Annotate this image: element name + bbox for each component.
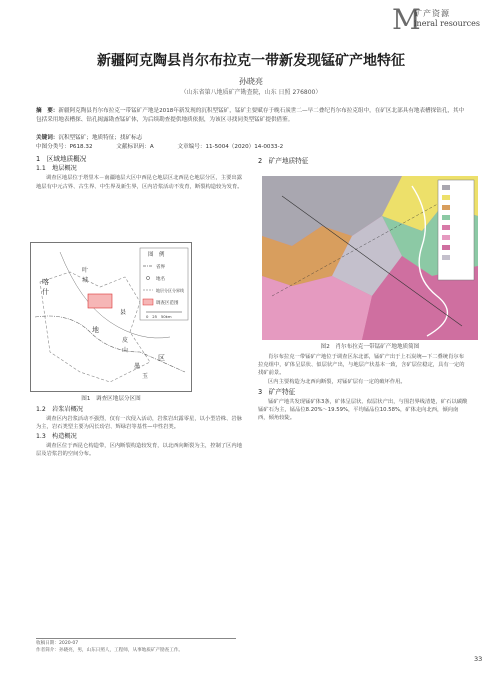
figure-2-caption: 图2 肖尔布拉克一带锰矿产地地质简图 (320, 344, 420, 350)
map-label-shan: 山 (122, 347, 129, 354)
scale-bar: 0 25 50km (146, 314, 172, 319)
author-bio: 作者简介：孙晓亮，男，山东日照人，工程师，从事地质矿产勘查工作。 (36, 647, 184, 653)
map-label-ye: 叶 (82, 267, 89, 274)
paragraph: 调查区内岩浆活动不强烈，仅有一次侵入活动，岩浆岩出露零星，以小型岩株、岩脉为主，岩石类型主要为闪长玢岩、辉绿岩等基性—中性岩类。 (36, 416, 242, 431)
left-column-top (36, 153, 246, 191)
logo-chinese: 矿产资源 (414, 9, 450, 18)
map-label-di: 地 (92, 326, 99, 334)
logo-letter: M (392, 3, 421, 36)
right-column-top (258, 155, 468, 167)
map-label-pi: 皮 (122, 337, 129, 344)
article-number: 文章编号：11-5004（2020）14-0033-2 (177, 143, 284, 150)
logo-english: ineral resources (414, 19, 480, 28)
subsection-heading-1-3: 1.3 构造概况 (36, 432, 77, 440)
map-label-xian: 县 (120, 309, 127, 316)
map-label-mo: 墨 (134, 363, 141, 370)
paper-author: 孙晓亮 (239, 77, 263, 86)
paper-title: 新疆阿克陶县肖尔布拉克一带新发现锰矿产地特征 (97, 53, 405, 69)
map-label-qu: 区 (158, 354, 165, 362)
paragraph: 肖尔布拉克一带锰矿产地位于调查区东北部，锰矿产出于上石炭统—下二叠统肖尔布拉克组中，矿体呈层状、似层状产出，与地层产状基本一致，含矿层位稳定，具有一定的找矿前景。 (258, 354, 465, 377)
paragraph: 区内主要构造为北西向断裂，对锰矿层有一定的破坏作用。 (268, 378, 406, 385)
abstract (36, 107, 468, 124)
clc-number: 中图分类号：P618.32 (36, 143, 93, 150)
map-label-yu: 玉 (142, 373, 149, 380)
paragraph: 锰矿产地共发现锰矿体3条，矿体呈层状、似层状产出，与围岩界线清楚，矿石以碳酸锰矿石为主，锰品位8.20%～19.59%，平均锰品位10.58%，矿体走向北西，倾向南西，倾角较陡。 (258, 399, 468, 422)
right-column-bottom (258, 353, 468, 423)
subsection-heading-1-1: 1.1 地层概况 (36, 165, 77, 173)
map-label-shi: 什 (42, 288, 49, 296)
footnote (36, 638, 236, 654)
legend-item-survey-area: 调查区范围 (156, 301, 179, 306)
section-heading-3: 3 矿产特征 (258, 387, 296, 396)
paragraph: 调查区位于西昆仑构造带，区内断裂构造较发育，以北西向断裂为主，控制了区内地层及岩浆岩的空间分布。 (36, 442, 242, 458)
figure-1-legend (140, 248, 188, 320)
keywords: 沉积型锰矿；地质特征；找矿标志 (58, 135, 143, 141)
section-heading-1: 1 区域地质概况 (36, 155, 87, 163)
map-label-cheng: 城 (82, 277, 89, 284)
subsection-heading-1-2: 1.2 岩浆岩概况 (36, 406, 83, 413)
keywords-label: 关键词： (36, 135, 59, 141)
left-column-bottom (36, 405, 246, 458)
received-date: 收稿日期：2020-07 (36, 641, 79, 646)
abstract-text: 新疆阿克陶县肖尔布拉克一带锰矿产地是2018年新发现的沉积型锰矿，锰矿主要赋存于晚石炭世二—早二叠纪肖尔布拉克组中，在矿区北部具有地表槽探钻孔，其中包括采用地表槽探、钻孔揭露勘查锰矿体，为后续勘查提供地质依据，为该区寻找同类型锰矿提供借鉴。 (36, 108, 465, 123)
figure-1-map (30, 242, 192, 392)
figure-2-geology-map (262, 176, 478, 340)
abstract-label: 摘 要： (36, 108, 59, 114)
page-number: 33 (474, 655, 483, 663)
legend-item-place: 地名 (156, 277, 165, 282)
legend-item-province: 省界 (156, 265, 165, 270)
paragraph: 调查区地层位于塔里木－南疆地层大区中西昆仑地层区北西昆仑地层分区，主要出露地层有中元古界、古生界、中生界及新生界，区内岩浆活动不发育，断裂构造较为发育。 (36, 175, 243, 190)
legend-item-boundary: 地层分区分界线 (156, 288, 184, 293)
map-label-ka: 喀 (42, 278, 49, 286)
legend-title: 图 例 (148, 252, 165, 258)
paper-affiliation: （山东省第八地质矿产勘查院，山东 日照 276800） (180, 89, 322, 96)
figure-1-caption: 图1 调查区地层分区图 (81, 396, 141, 402)
document-code: 文献标识码：A (116, 143, 154, 150)
keywords-block (36, 134, 468, 151)
journal-logo (392, 3, 494, 40)
section-heading-2: 2 矿产地质特征 (258, 157, 309, 165)
